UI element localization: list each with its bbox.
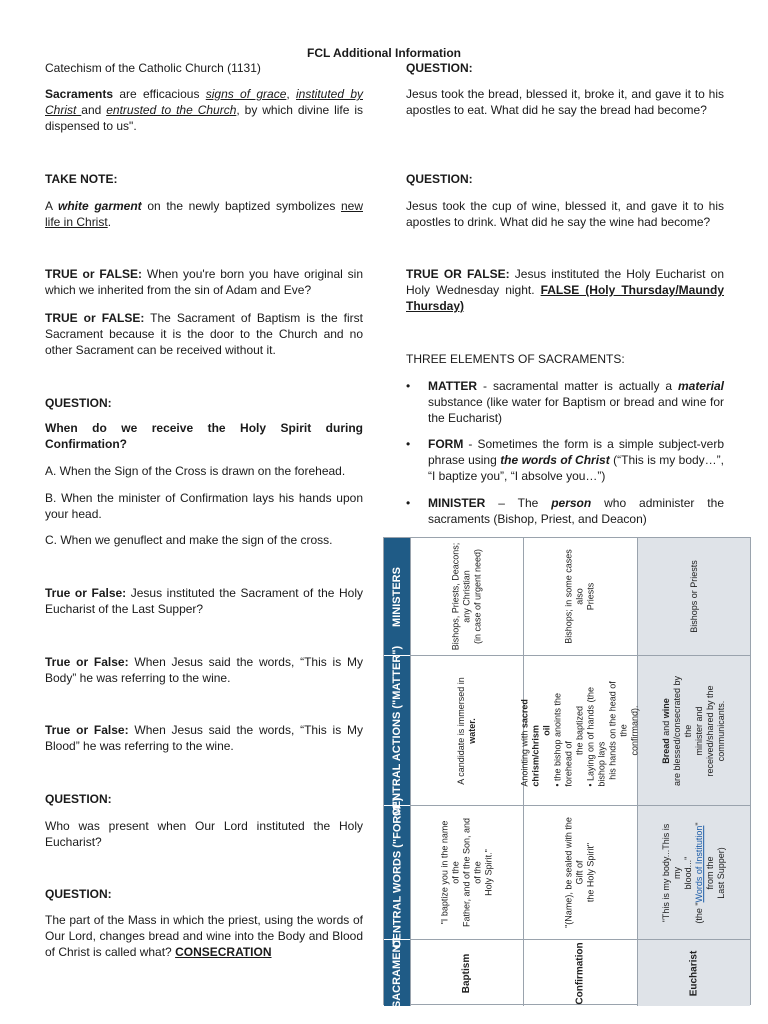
list-item-minister [406, 495, 724, 527]
line: "I baptize you in the name of the [439, 820, 461, 925]
eucharist-ministers [637, 538, 750, 656]
text: A [45, 199, 58, 213]
line: A candidate is immersed in [456, 676, 467, 785]
text: – The [485, 496, 552, 510]
header-label: SACRAMENT [391, 937, 403, 1009]
tf-label: TRUE or FALSE: [45, 267, 143, 281]
words-of-institution-link[interactable]: Words of Institution [693, 825, 704, 902]
list-item-matter [406, 378, 724, 426]
tf-text: When you're born you have original sin which we inherited from the sin of Adam and Eve? [45, 267, 363, 297]
tf-label: True or False: [45, 586, 127, 600]
tf-label: TRUE OR FALSE: [406, 267, 510, 281]
text: (the " [693, 901, 704, 924]
line: blood..." [682, 856, 693, 889]
tf-label: True or False: [45, 723, 129, 737]
catechism-reference: Catechism of the Catholic Church (1131) [45, 61, 261, 75]
minister-label: MINISTER [428, 496, 486, 510]
line: Holy Spirit." [483, 849, 494, 896]
text: , [286, 87, 296, 101]
line [520, 674, 542, 786]
tf-label: TRUE or FALSE: [45, 311, 145, 325]
line: "This is my body...This is my [660, 823, 682, 922]
bread-question: Jesus took the bread, blessed it, broke it, and gave it to his apostles to eat. What did he say the bread had become? [406, 87, 724, 117]
true-false-blood [45, 722, 363, 754]
tf-text: The Sacrament of Baptism is the first Sacrament because it is the door to the Church and no other Sacrament can be received without it. [45, 311, 363, 357]
cell-text [661, 816, 727, 928]
baptism-form [410, 806, 523, 940]
line: the Holy Spirit" [585, 842, 596, 903]
line: his hands on the head of the [607, 681, 629, 780]
line: water. [467, 717, 478, 744]
question-heading: QUESTION: [406, 61, 473, 75]
cell-text [456, 677, 478, 785]
line: • Laying on of hands (the bishop lays [585, 686, 607, 787]
sacrament-name: Confirmation [574, 941, 586, 1005]
true-false-last-supper [45, 585, 363, 617]
line: confirmand). [629, 705, 640, 756]
text: Bread [660, 737, 671, 764]
cell-text [564, 540, 597, 652]
elements-list [406, 378, 724, 528]
line: • the bishop anoints the forehead of [552, 692, 574, 787]
question-heading: QUESTION: [406, 172, 473, 186]
option-a: A. When the Sign of the Cross is drawn on the forehead. [45, 464, 346, 478]
cell-text [564, 816, 597, 928]
confirmation-name [523, 940, 636, 1006]
person-emphasis: person [551, 496, 592, 510]
page-title: FCL Additional Information [307, 46, 461, 60]
eucharist-form [637, 806, 750, 940]
line: communicants. [715, 700, 726, 761]
text: on the newly baptized symbolizes [141, 199, 341, 213]
question-heading: QUESTION: [45, 396, 112, 410]
form-label: FORM [428, 437, 464, 451]
material-emphasis: material [677, 379, 724, 393]
bullet-icon: • [406, 437, 411, 451]
sacraments-term: Sacraments [45, 87, 114, 101]
text: and [660, 717, 671, 738]
cell-text [451, 543, 484, 651]
text: who administer the sacraments (Bishop, Priest, and Deacon) [428, 496, 724, 526]
header-label: CENTRAL ACTIONS ("MATTER") [391, 645, 404, 816]
option-b: B. When the minister of Confirmation lays his hands upon your head. [45, 491, 363, 521]
line: "(Name), be sealed with the Gift of [563, 817, 585, 928]
holy-spirit-question: When do we receive the Holy Spirit during Confirmation? [45, 421, 363, 451]
line: oil [541, 725, 552, 736]
line: (in case of urgent need) [472, 548, 483, 645]
text: are efficacious [113, 87, 206, 101]
eucharist-matter [637, 656, 750, 806]
signs-of-grace: signs of grace [205, 87, 287, 101]
text: - sacramental matter is actually a [477, 379, 678, 393]
tf-text: When Jesus said the words, “This is My Blood” he was referring to the wine. [45, 723, 363, 753]
header-matter [384, 645, 410, 816]
true-false-baptism [45, 310, 363, 358]
white-garment: white garment [58, 199, 142, 213]
header-ministers [384, 538, 410, 656]
take-note-heading: TAKE NOTE: [45, 172, 118, 186]
line: Father, and of the Son, and of the [461, 817, 483, 928]
question-text: The part of the Mass in which the priest, using the words of Our Lord, changes bread and wine into the Body and Blood of Christ is called what? [45, 913, 363, 959]
sacraments-table [383, 537, 751, 1009]
text: - Sometimes the form is a simple subject-verb phrase using [428, 437, 724, 467]
line: any Christian [461, 570, 472, 623]
line: are blessed/consecrated by the [671, 675, 693, 786]
header-label: MINISTERS [391, 566, 403, 627]
text: Anointing with [519, 728, 530, 787]
true-false-eucharist [406, 266, 724, 314]
header-form [384, 797, 410, 948]
mass-part-question [45, 912, 363, 960]
line [661, 674, 672, 786]
header-sacrament [384, 937, 410, 1009]
text: " from the [693, 821, 715, 890]
words-of-christ-emphasis: the words of Christ [500, 453, 610, 467]
true-false-original-sin [45, 266, 363, 298]
new-life-in-christ: new life in Christ [45, 199, 363, 229]
cell-text [688, 560, 699, 633]
text: wine [660, 697, 671, 718]
entrusted-to-church: entrusted to the Church [106, 103, 237, 117]
confirmation-form [523, 806, 636, 940]
line: Priests [585, 582, 596, 611]
consecration-answer: CONSECRATION [175, 945, 272, 959]
text: sacred chrism/chrism [519, 699, 541, 787]
question-heading: QUESTION: [45, 792, 112, 806]
tf-label: True or False: [45, 655, 129, 669]
list-item-form [406, 436, 724, 484]
line [694, 816, 716, 928]
bullet-icon: • [406, 496, 411, 510]
tf-text: Jesus instituted the Sacrament of the Holy Eucharist of the Last Supper? [45, 586, 363, 616]
line: Bishops or Priests [688, 560, 699, 633]
sacrament-name: Baptism [461, 953, 473, 993]
line: Last Supper) [715, 846, 726, 899]
eucharist-name [637, 940, 750, 1006]
cell-text [661, 674, 727, 786]
text: and [81, 103, 107, 117]
line: the baptized [574, 705, 585, 756]
elements-heading: THREE ELEMENTS OF SACRAMENTS: [406, 352, 625, 366]
bullet-icon: • [406, 379, 411, 393]
baptism-ministers [410, 538, 523, 656]
text: substance (like water for Baptism or bread and wine for the Eucharist) [428, 395, 724, 425]
sacrament-name: Eucharist [688, 950, 700, 996]
line: Bishops, Priests, Deacons; [450, 542, 461, 651]
tf-text: Jesus instituted the Holy Eucharist on Holy Wednesday night. [406, 267, 724, 297]
white-garment-note [45, 198, 363, 230]
who-present-question: Who was present when Our Lord instituted the Holy Eucharist? [45, 819, 363, 849]
tf-text: When Jesus said the words, “This is My Body” he was referring to the wine. [45, 655, 363, 685]
line: Bishops; in some cases also [563, 549, 585, 644]
text: . [107, 215, 112, 229]
wine-question: Jesus took the cup of wine, blessed it, and gave it to his apostles to drink. What did he say the wine had become? [406, 199, 724, 229]
cell-text [520, 674, 641, 786]
true-false-body [45, 654, 363, 686]
baptism-matter [410, 656, 523, 806]
baptism-name [410, 940, 523, 1006]
confirmation-matter [519, 656, 640, 806]
instituted-by-christ: instituted by Christ [45, 87, 363, 117]
confirmation-ministers [523, 538, 636, 656]
sacraments-definition [45, 86, 363, 134]
matter-label: MATTER [428, 379, 478, 393]
question-heading: QUESTION: [45, 887, 112, 901]
cell-text [440, 816, 495, 928]
tf-answer: FALSE (Holy Thursday/Maundy Thursday) [406, 283, 724, 313]
text: , by which divine life is dispensed to us". [45, 103, 364, 133]
line: minister and received/shared by the [693, 684, 715, 777]
option-c: C. When we genuflect and make the sign of the cross. [45, 533, 333, 547]
text: (“This is my body…”, “I baptize you”, “I absolve you…”) [428, 453, 725, 483]
header-label: CENTRAL WORDS ("FORM") [391, 797, 403, 948]
